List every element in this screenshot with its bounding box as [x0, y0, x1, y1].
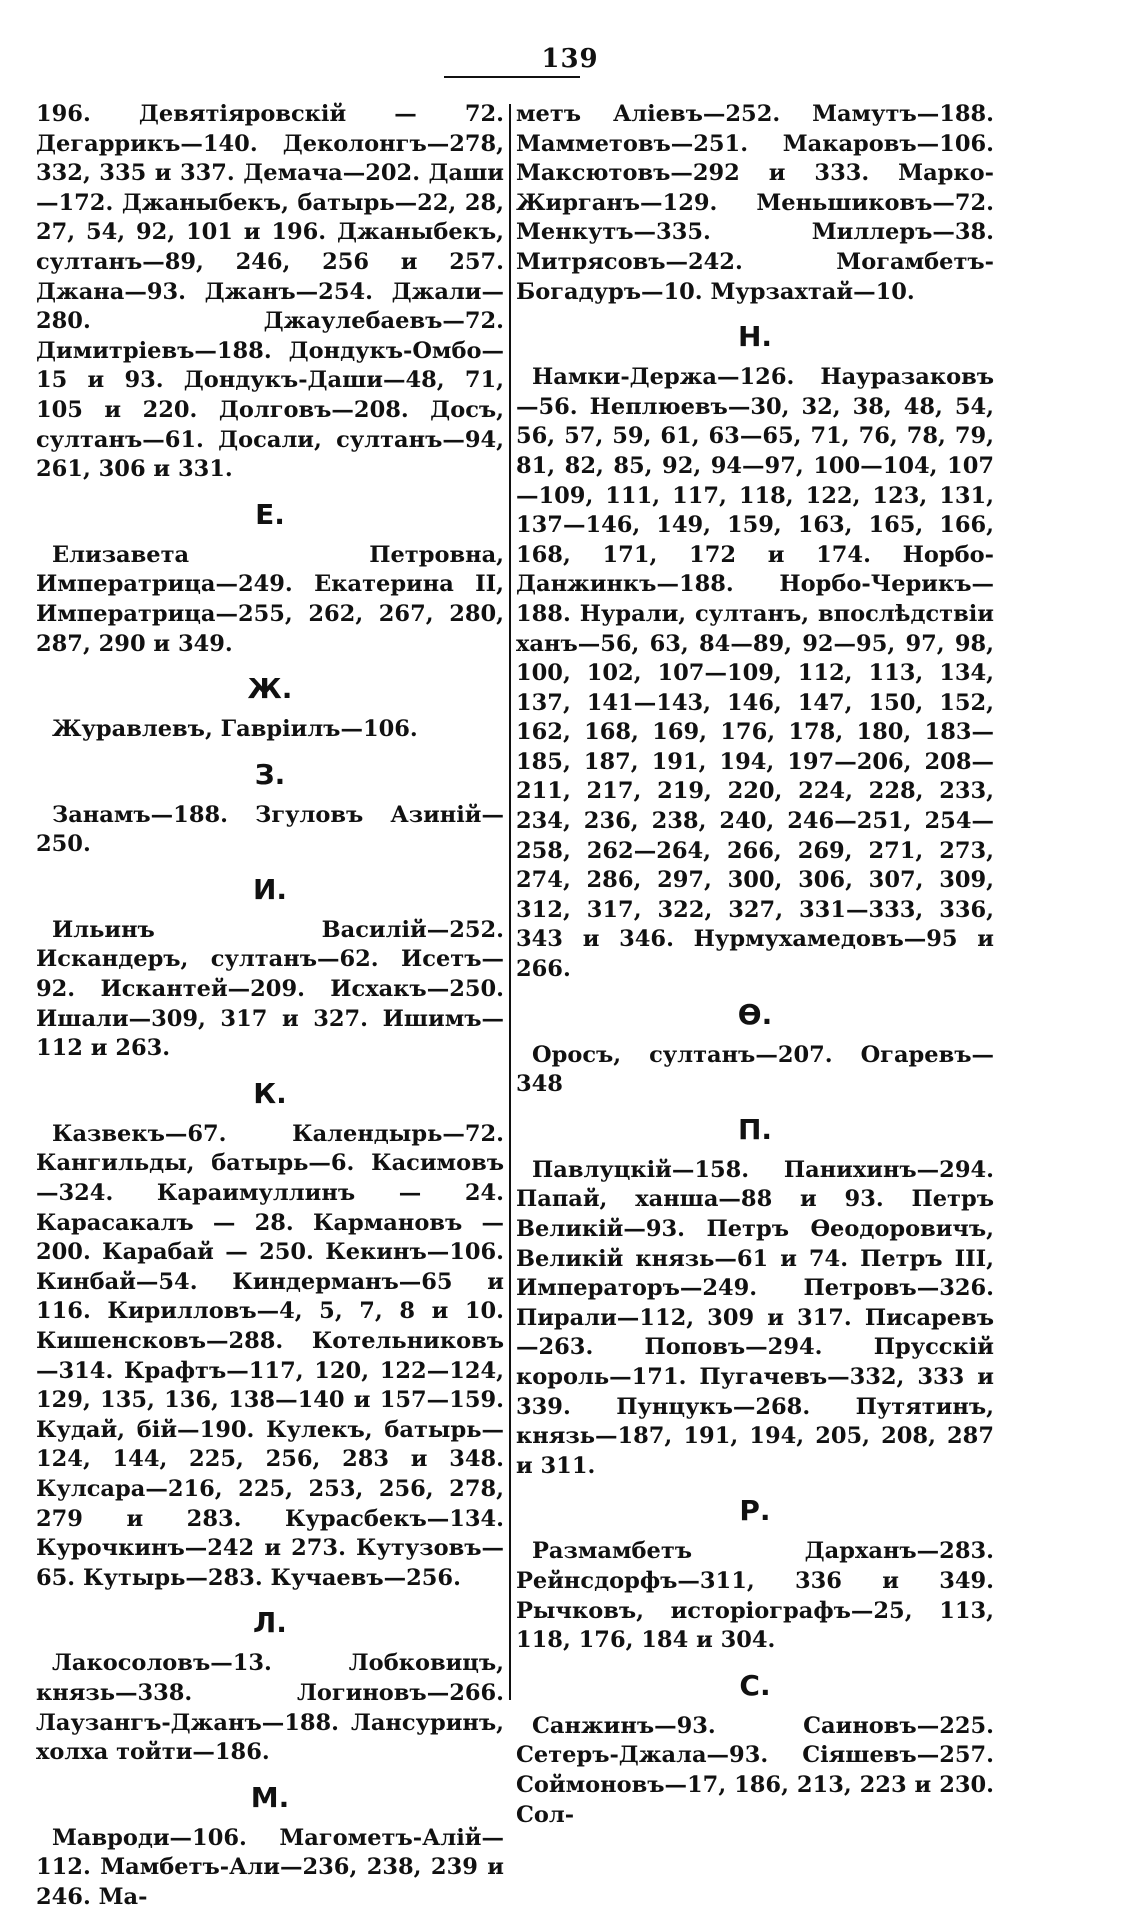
index-letter-heading: Е. — [255, 497, 285, 531]
index-letter-heading: Ж. — [247, 672, 293, 706]
index-letter-heading: И. — [252, 872, 288, 906]
index-entry-paragraph: Лакосоловъ—13. Лобковицъ, князь—338. Логиновъ—266. Лаузангъ-Джанъ—188. Лансуринъ, холха тойти—186. — [36, 1650, 504, 1766]
index-entry-paragraph: Елизавета Петровна, Императрица—249. Екатерина II, Императрица—255, 262, 267, 280, 287, 290 и 349. — [36, 541, 504, 657]
index-entry-paragraph: Казвекъ—67. Календырь—72. Кангильды, батырь—6. Касимовъ—324. Караимуллинъ — 24. Карасакалъ — 28. Кармановъ — 200. Карабай — 250. Кекинъ—106. Кинбай—54. Киндерманъ—65 и 116. Кирилловъ—4, 5, 7, 8 и 10. Кишенсковъ—288. Котельниковъ—314. Крафтъ—117, 120, 122—124, 129, 135, 136, 138—140 и 157—159. Кудай, бій—190. Кулекъ, батырь—124, 144, 225, 256, 283 и 348. Кулсара—216, 225, 253, 256, 278, 279 и 283. Курасбекъ—134. Курочкинъ—242 и 273. Кутузовъ—65. Кутырь—283. Кучаевъ—256. — [36, 1120, 504, 1591]
index-entry-paragraph: Занамъ—188. Згуловъ Азиній—250. — [36, 801, 504, 858]
page-number: 139 — [541, 44, 599, 74]
index-letter-heading: П. — [737, 1112, 773, 1146]
index-entry-paragraph: Мавроди—106. Магометъ-Алій—112. Мамбетъ-Али—236, 238, 239 и 246. Ма- — [36, 1824, 504, 1910]
index-entry-paragraph: метъ Аліевъ—252. Мамутъ—188. Мамметовъ—251. Макаровъ—106. Максютовъ—292 и 333. Марко-Жирганъ—129. Меньшиковъ—72. Менкутъ—335. Миллеръ—38. Митрясовъ—242. Могамбетъ-Богадуръ—10. Мурзахтай—10. — [516, 101, 994, 305]
index-letter-heading: К. — [253, 1076, 287, 1110]
column-divider — [509, 104, 511, 1700]
index-letter-heading: М. — [250, 1780, 290, 1814]
index-entry-paragraph: Журавлевъ, Гавріилъ—106. — [52, 716, 418, 743]
index-entry-paragraph: Размамбетъ Дарханъ—283. Рейнсдорфъ—311, 336 и 349. Рычковъ, исторіографъ—25, 113, 118, 176, 184 и 304. — [516, 1538, 994, 1654]
index-entry-paragraph: Намки-Держа—126. Науразаковъ—56. Неплюевъ—30, 32, 38, 48, 54, 56, 57, 59, 61, 63—65, 71, 76, 78, 79, 81, 82, 85, 92, 94—97, 100—104, 107—109, 111, 117, 118, 122, 123, 131, 137—146, 149, 159, 163, 165, 166, 168, 171, 172 и 174. Норбо-Данжинкъ—188. Норбо-Черикъ—188. Нурали, султанъ, впослѣдствіи ханъ—56, 63, 84—89, 92—95, 97, 98, 100, 102, 107—109, 112, 113, 134, 137, 141—143, 146, 147, 150, 152, 162, 168, 169, 176, 178, 180, 183—185, 187, 191, 194, 197—206, 208—211, 217, 219, 220, 224, 228, 233, 234, 236, 238, 240, 246—251, 254—258, 262—264, 266, 269, 271, 273, 274, 286, 297, 300, 306, 307, 309, 312, 317, 322, 327, 331—333, 336, 343 и 346. Нурмухамедовъ—95 и 266. — [516, 364, 994, 983]
index-letter-heading: Ѳ. — [737, 997, 773, 1031]
index-entry-paragraph: Ильинъ Василій—252. Искандеръ, султанъ—62. Исетъ—92. Искантей—209. Исхакъ—250. Ишали—309, 317 и 327. Ишимъ—112 и 263. — [36, 916, 504, 1062]
right-column — [516, 100, 994, 1830]
index-letter-heading: С. — [739, 1668, 771, 1702]
left-column — [36, 100, 504, 1913]
index-letter-heading: Р. — [739, 1494, 771, 1528]
index-entry-paragraph: Павлуцкій—158. Панихинъ—294. Папай, ханша—88 и 93. Петръ Великій—93. Петръ Ѳеодоровичъ, Великій князь—61 и 74. Петръ III, Императоръ—249. Петровъ—326. Пирали—112, 309 и 317. Писаревъ—263. Поповъ—294. Прусскій король—171. Пугачевъ—332, 333 и 339. Пунцукъ—268. Путятинъ, князь—187, 191, 194, 205, 208, 287 и 311. — [516, 1156, 994, 1479]
index-letter-heading: З. — [254, 757, 286, 791]
index-letter-heading: Л. — [253, 1606, 287, 1640]
header-rule — [444, 76, 580, 78]
index-entry-paragraph: Санжинъ—93. Саиновъ—225. Сетеръ-Джала—93. Сіяшевъ—257. Соймоновъ—17, 186, 213, 223 и 230. Сол- — [516, 1712, 994, 1828]
index-letter-heading: Н. — [737, 320, 773, 354]
index-entry-paragraph: 196. Девятіяровскій — 72. Дегаррикъ—140. Деколонгъ—278, 332, 335 и 337. Демача—202. Даши—172. Джаныбекъ, батырь—22, 28, 27, 54, 92, 101 и 196. Джаныбекъ, султанъ—89, 246, 256 и 257. Джана—93. Джанъ—254. Джали—280. Джаулебаевъ—72. Димитріевъ—188. Дондукъ-Омбо—15 и 93. Дондукъ-Даши—48, 71, 105 и 220. Долговъ—208. Досъ, султанъ—61. Досали, султанъ—94, 261, 306 и 331. — [36, 101, 504, 483]
index-entry-paragraph: Оросъ, султанъ—207. Огаревъ—348 — [516, 1041, 994, 1098]
